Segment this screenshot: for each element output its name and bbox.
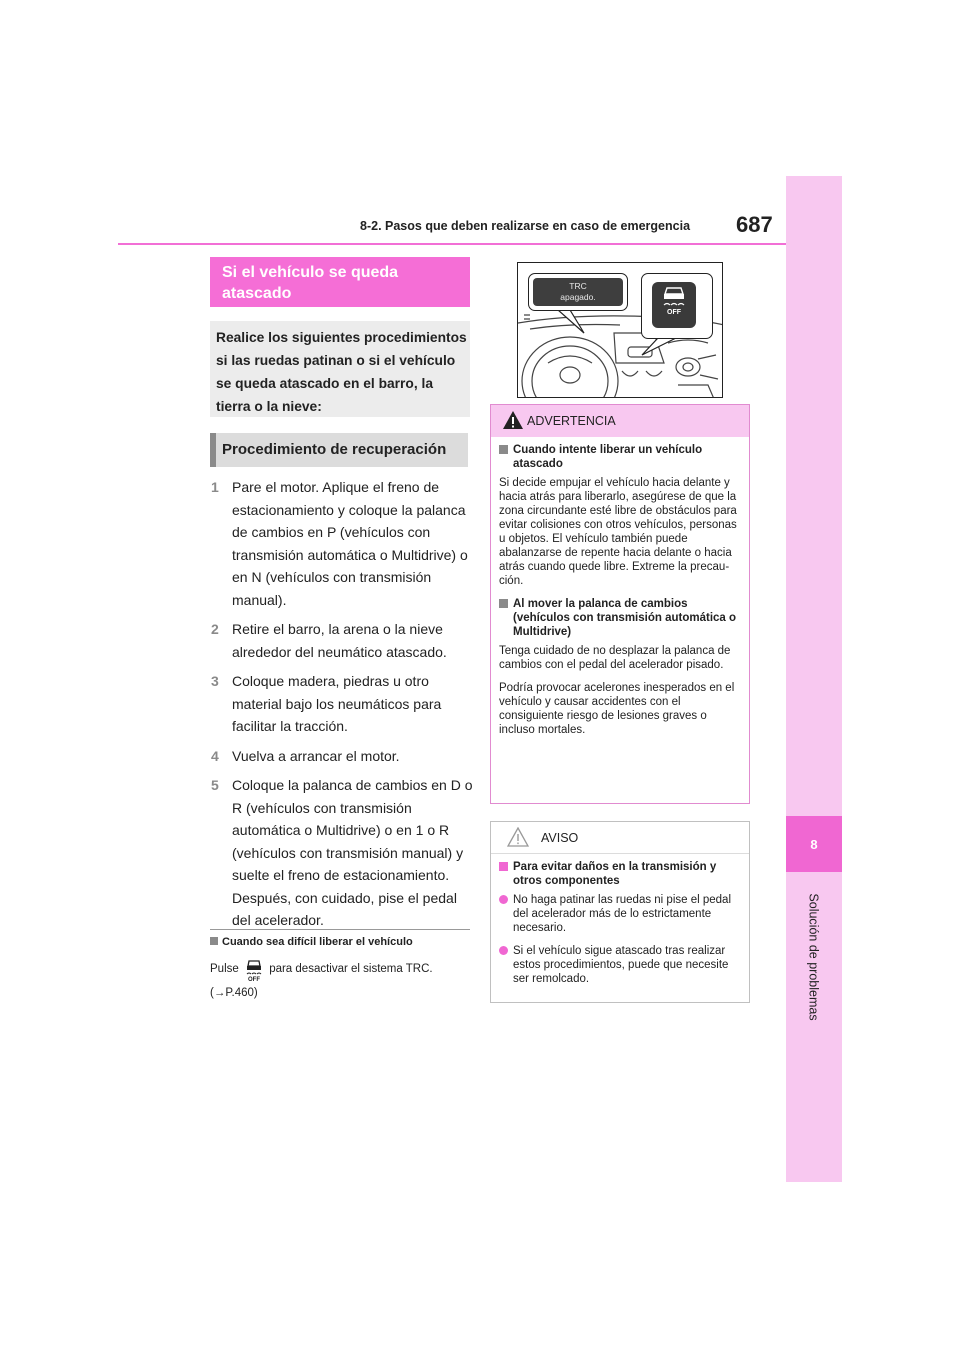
caution-title: AVISO [541, 830, 579, 845]
note-body [210, 958, 470, 1000]
caution-bullet [499, 944, 737, 986]
page-reference[interactable]: (→P.460) [210, 987, 258, 999]
square-bullet-icon [499, 862, 508, 871]
circle-bullet-icon [499, 895, 508, 904]
trc-button-callout [641, 273, 713, 339]
step-number: 2 [211, 621, 219, 637]
note-heading [210, 936, 413, 948]
warning-header [491, 405, 749, 437]
square-bullet-icon [499, 599, 508, 608]
warning-triangle-icon [502, 410, 524, 430]
caution-bullet-text: Si el vehículo sigue atascado tras realizar estos procedimientos, puede que necesite ser remolcado. [513, 945, 729, 985]
square-bullet-icon [210, 937, 218, 945]
procedure-title: Procedimiento de recuperación [210, 433, 468, 467]
header-divider [118, 243, 786, 245]
caution-bullet-text: No haga patinar las ruedas ni pise el pedal del acelerador más de lo estrictamente necesario. [513, 894, 732, 934]
step-number: 3 [211, 673, 219, 689]
section-header-title: 8-2. Pasos que deben realizarse en caso de emergencia [360, 219, 691, 233]
step-number: 4 [211, 747, 219, 764]
step-text: Vuelva a arrancar el motor. [232, 747, 400, 764]
section-intro: Realice los siguientes procedimientos si las ruedas patinan o si el vehículo se queda atascado en el barro, la tierra o la nieve: [210, 321, 470, 417]
procedure-steps [211, 476, 473, 939]
warning-body [491, 437, 749, 737]
slip-car-icon [652, 282, 696, 312]
caution-header [491, 822, 749, 854]
trc-display [533, 278, 623, 306]
svg-text:OFF: OFF [247, 977, 260, 982]
caution-heading [499, 860, 737, 888]
warning-paragraph: Si decide empujar el vehículo hacia delante y hacia atrás para liberarlo, asegúrese de que la zona circundante esté libre de obstáculos para evitar colisiones con otros vehículos, personas u objetos. El vehículo también puede abalanzarse de repente hacia delante o hacia atrás cuando quede libre. Extreme la precaución. [499, 477, 737, 587]
step-number: 5 [211, 777, 219, 793]
step-text: Coloque madera, piedras u otro material bajo los neumáticos para facilitar la tracción. [232, 673, 442, 734]
note-text-after: para desactivar el sistema TRC. [269, 963, 433, 975]
step-text: Retire el barro, la arena o la nieve alrededor del neumático atascado. [232, 621, 447, 660]
page-number: 687 [736, 212, 773, 237]
warning-title: ADVERTENCIA [527, 414, 616, 428]
step-text: Coloque la palanca de cambios en D o R (vehículos con transmisión automática o Multidrive) o en 1 o R (vehículos con transmisión manual) y suelte el freno de estacionamiento. Después, con cuidado, pise el pedal del acelerador. [232, 777, 473, 928]
warning-heading-text: Cuando intente liberar un vehículo atascado [513, 444, 703, 470]
trc-display-line2: apagado. [560, 292, 596, 302]
chapter-number-tab[interactable] [786, 816, 842, 872]
procedure-step [211, 670, 473, 738]
note-divider [210, 929, 470, 930]
section-title: Si el vehículo se queda atascado [210, 257, 470, 307]
square-bullet-icon [499, 445, 508, 454]
trc-off-button[interactable] [652, 282, 696, 328]
caution-triangle-icon [507, 827, 529, 847]
chapter-title-label [786, 872, 842, 1042]
off-label: OFF [667, 309, 681, 316]
trc-display-line1: TRC [569, 281, 587, 291]
caution-box [490, 821, 750, 1003]
caution-heading-text: Para evitar daños en la transmisión y otros componentes [513, 861, 717, 887]
procedure-step [211, 476, 473, 611]
step-text: Pare el motor. Aplique el freno de estacionamiento y coloque la palanca de cambios en P (vehículos con transmisión automática o Multidrive) o en N (vehículos con transmisión manual). [232, 479, 468, 608]
trc-display-callout [528, 273, 628, 311]
note-text-before: Pulse [210, 963, 239, 975]
caution-body [491, 854, 749, 986]
warning-box [490, 404, 750, 804]
trc-off-icon [244, 958, 264, 986]
warning-item-heading [499, 597, 737, 639]
dashboard-illustration [517, 262, 723, 398]
chapter-number: 8 [810, 836, 818, 852]
warning-paragraph: Tenga cuidado de no desplazar la palanca de cambios con el pedal del acelerador pisado. [499, 645, 731, 671]
warning-paragraph: Podría provocar acelerones inesperados en el vehículo y causar accidentes con el consiguiente riesgo de lesiones graves o incluso mortales. [499, 682, 735, 736]
circle-bullet-icon [499, 946, 508, 955]
note-heading-text: Cuando sea difícil liberar el vehículo [222, 936, 413, 948]
procedure-step [211, 774, 473, 932]
warning-heading-text: Al mover la palanca de cambios (vehículos con transmisión automática o Multidrive) [513, 598, 737, 638]
procedure-step [211, 618, 473, 663]
chapter-title: Solución de problemas [807, 893, 822, 1021]
warning-item-heading [499, 443, 737, 471]
step-number: 1 [211, 479, 219, 495]
procedure-step [211, 745, 473, 768]
caution-bullet [499, 893, 737, 935]
